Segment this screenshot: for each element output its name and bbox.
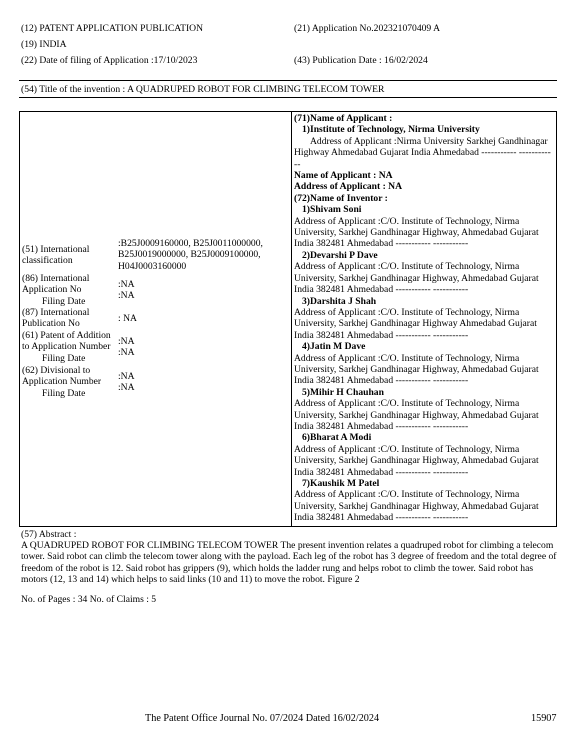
- inventor-address-line: University, Sarkhej Gandhinagar Highway, Ahmedabad Gujarat: [294, 363, 539, 375]
- inventor-address-line: Address of Applicant :C/O. Institute of Technology, Nirma: [294, 443, 520, 455]
- inventor-address-line: University, Sarkhej Gandhinagar Highway, Ahmedabad Gujarat: [294, 455, 539, 467]
- title-bottom-rule: [19, 97, 557, 98]
- intl-class-value: :B25J0009160000, B25J0011000000, B25J0019000000, B25J0009100000, H04J0003160000: [118, 238, 263, 272]
- inventor-name: 2)Devarshi P Dave: [302, 249, 378, 261]
- intl-publication-label: (87) International Publication No: [22, 307, 90, 330]
- journal-footer: The Patent Office Journal No. 07/2024 Dated 16/02/2024: [145, 713, 380, 724]
- inventor-name: 6)Bharat A Modi: [302, 432, 372, 444]
- invention-title: (54) Title of the invention : A QUADRUPED ROBOT FOR CLIMBING TELECOM TOWER: [21, 84, 385, 95]
- inventor-name: 3)Darshita J Shah: [302, 295, 377, 307]
- inventor-address-line: India 382481 Ahmedabad ----------- -----------: [294, 284, 469, 296]
- inventor-address-line: India 382481 Ahmedabad ----------- -----------: [294, 329, 469, 341]
- applicant-address-line: Highway Ahmedabad Gujarat India Ahmedabad ----------- ----------: [294, 147, 551, 159]
- inventor-address-line: University, Sarkhej Gandhinagar Highway Ahmedabad Gujarat: [294, 318, 537, 330]
- inventor-address-line: Address of Applicant :C/O. Institute of Technology, Nirma: [294, 398, 520, 410]
- applicant-name: 1)Institute of Technology, Nirma University: [302, 124, 480, 136]
- pub-type: (12) PATENT APPLICATION PUBLICATION: [21, 23, 204, 34]
- inventor-address-line: India 382481 Ahmedabad ----------- -----------: [294, 466, 469, 478]
- abstract-body: A QUADRUPED ROBOT FOR CLIMBING TELECOM TOWER The present invention relates a quadruped robot for climbing a telecom tower. Said robot can climb the telecom tower along with the payload. Each leg of the robot has 3 degree of freedom and the total degree of freedom of the robot is 12. Said robot has grippers (9), which holds the ladder rung and helps robot to climb the tower. Said robot has motors (12, 13 and 14) which helps to said links (10 and 11) to move the robot. Figure 2: [21, 540, 557, 586]
- patent-of-addition-value: :NA :NA: [118, 336, 135, 359]
- patent-of-addition-label: (61) Patent of Addition to Application Number Filing Date: [22, 330, 111, 364]
- filing-date: (22) Date of filing of Application :17/10/2023: [21, 55, 198, 66]
- country: (19) INDIA: [21, 39, 67, 50]
- inventor-address-line: India 382481 Ahmedabad ----------- -----------: [294, 512, 469, 524]
- applicant-name-na: Name of Applicant : NA: [294, 170, 393, 182]
- inventor-address-line: University, Sarkhej Gandhinagar Highway, Ahmedabad Gujarat: [294, 500, 539, 512]
- title-top-rule: [19, 80, 557, 81]
- publication-date: (43) Publication Date : 16/02/2024: [294, 55, 428, 66]
- abstract-heading: (57) Abstract :: [21, 529, 77, 540]
- applicant-inventor-list: [294, 113, 551, 524]
- inventor-address-line: Address of Applicant :C/O. Institute of Technology, Nirma: [294, 215, 520, 227]
- inventor-address-line: India 382481 Ahmedabad ----------- -----------: [294, 238, 469, 250]
- inventor-address-line: Address of Applicant :C/O. Institute of Technology, Nirma: [294, 261, 520, 273]
- divisional-value: :NA :NA: [118, 371, 135, 394]
- inventor-address-line: Address of Applicant :C/O. Institute of Technology, Nirma: [294, 489, 520, 501]
- inventor-address-line: University, Sarkhej Gandhinagar Highway, Ahmedabad Gujarat: [294, 272, 539, 284]
- divisional-label: (62) Divisional to Application Number Filing Date: [22, 365, 102, 399]
- applicant-address-na: Address of Applicant : NA: [294, 181, 403, 193]
- applicant-heading: (71)Name of Applicant :: [294, 113, 393, 124]
- intl-class-label: (51) International classification: [22, 244, 90, 267]
- pages-and-claims: No. of Pages : 34 No. of Claims : 5: [21, 594, 157, 605]
- inventor-name: 4)Jatin M Dave: [302, 341, 366, 353]
- inventor-address-line: Address of Applicant :C/O. Institute of Technology, Nirma: [294, 306, 520, 318]
- applicant-address-line: --: [294, 158, 301, 170]
- inventor-address-line: India 382481 Ahmedabad ----------- -----------: [294, 420, 469, 432]
- inventor-address-line: University, Sarkhej Gandhinagar Highway, Ahmedabad Gujarat: [294, 409, 539, 421]
- inventor-address-line: University, Sarkhej Gandhinagar Highway, Ahmedabad Gujarat: [294, 227, 539, 239]
- inventor-name: 5)Mihir H Chauhan: [302, 386, 384, 398]
- application-number: (21) Application No.202321070409 A: [294, 23, 441, 34]
- inventor-name: 1)Shivam Soni: [302, 204, 362, 216]
- intl-application-value: :NA :NA: [118, 279, 135, 302]
- applicant-address-line: Address of Applicant :Nirma University Sarkhej Gandhinagar: [310, 135, 548, 147]
- page-number: 15907: [531, 713, 557, 724]
- inventor-address-line: Address of Applicant :C/O. Institute of Technology, Nirma: [294, 352, 520, 364]
- inventor-heading: (72)Name of Inventor :: [294, 192, 388, 204]
- intl-publication-value: : NA: [118, 313, 137, 324]
- details-column-divider: [291, 111, 292, 527]
- inventor-name: 7)Kaushik M Patel: [302, 478, 380, 489]
- intl-application-label: (86) International Application No Filing Date: [22, 273, 90, 307]
- inventor-address-line: India 382481 Ahmedabad ----------- -----------: [294, 375, 469, 387]
